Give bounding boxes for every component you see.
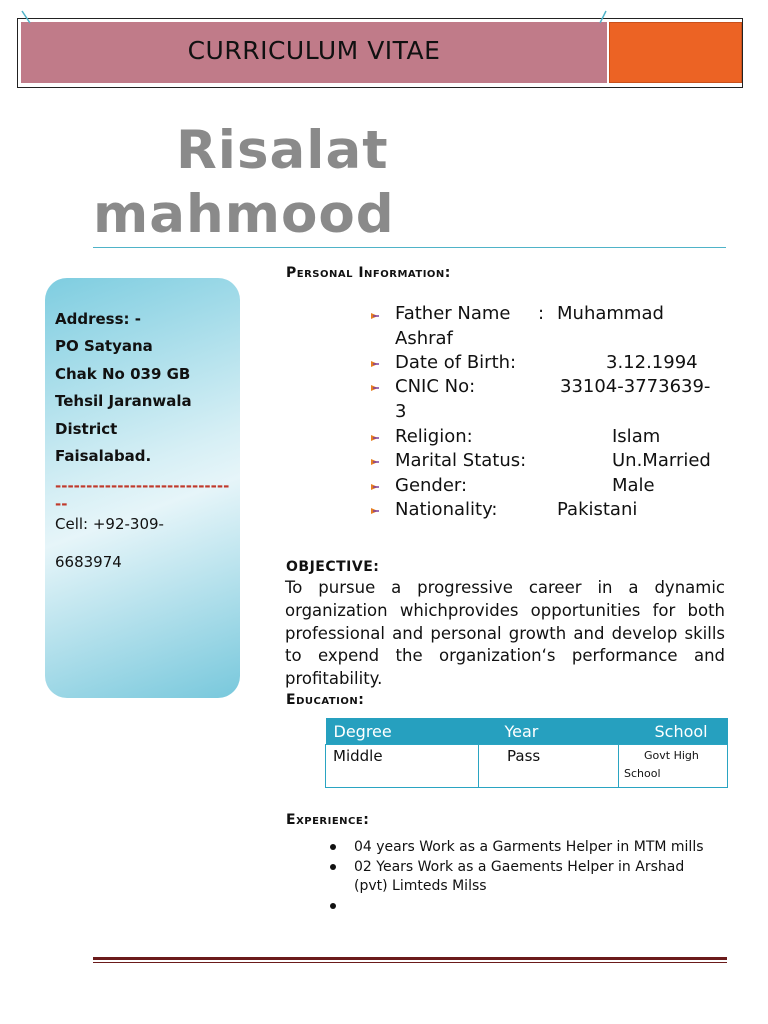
marital-status-label: Marital Status: <box>395 450 527 471</box>
bullet-arrow-icon <box>370 482 380 492</box>
column-header-school: School <box>619 718 728 745</box>
experience-item-text: 02 Years Work as a Gaements Helper in Arshad (pvt) Limteds Milss <box>354 859 685 894</box>
experience-heading: Experience: <box>286 812 370 828</box>
cell-number-line2: 6683974 <box>55 553 122 571</box>
address-line: Tehsil Jaranwala <box>55 392 192 410</box>
cell-school <box>619 745 728 788</box>
address-line: District <box>55 420 118 438</box>
bullet-arrow-icon <box>370 457 380 467</box>
cnic-value: 33104-3773639- <box>560 376 711 397</box>
nationality-label: Nationality: <box>395 499 498 520</box>
gender-value: Male <box>612 475 655 496</box>
bullet-dot-icon <box>330 903 336 909</box>
list-item <box>330 838 720 857</box>
address-line: Chak No 039 GB <box>55 365 191 383</box>
bullet-arrow-icon <box>370 311 380 321</box>
corner-mark-right-icon <box>598 10 608 24</box>
cell-degree: Middle <box>326 745 479 788</box>
footer-rule <box>93 957 727 960</box>
address-line: Address: - <box>55 310 141 328</box>
bullet-dot-icon <box>330 864 336 870</box>
nationality-value: Pakistani <box>557 499 638 520</box>
religion-label: Religion: <box>395 426 473 447</box>
corner-mark-left-icon <box>20 10 32 24</box>
footer-rule-thin <box>93 962 727 963</box>
education-heading: Education: <box>286 692 365 708</box>
bullet-arrow-icon <box>370 383 380 393</box>
sidebar-divider: ------------------------------ <box>55 477 230 513</box>
address-line: PO Satyana <box>55 337 153 355</box>
cell-number-line1: Cell: +92-309- <box>55 515 164 533</box>
bullet-arrow-icon <box>370 433 380 443</box>
dob-label: Date of Birth: <box>395 352 517 373</box>
name-first: Risalat <box>176 120 389 181</box>
experience-item-text: 04 years Work as a Garments Helper in MTM mills <box>354 839 704 855</box>
cell-school-line1: Govt High <box>644 749 699 762</box>
name-last: mahmood <box>93 184 395 245</box>
education-table <box>325 718 728 788</box>
personal-info-heading: Personal Information: <box>286 265 451 281</box>
column-header-degree: Degree <box>326 718 479 745</box>
gender-label: Gender: <box>395 475 468 496</box>
column-header-year: Year <box>479 718 619 745</box>
marital-status-value: Un.Married <box>612 450 711 471</box>
father-name-label: Father Name <box>395 303 511 324</box>
cnic-value-cont: 3 <box>395 401 407 422</box>
cnic-label: CNIC No: <box>395 376 476 397</box>
name-divider <box>93 247 726 248</box>
experience-list <box>330 838 720 916</box>
objective-heading: OBJECTIVE: <box>286 559 380 575</box>
father-name-value-cont: Ashraf <box>395 328 453 349</box>
dob-value: 3.12.1994 <box>606 352 698 373</box>
list-item <box>330 858 720 896</box>
header-accent-block <box>609 22 742 83</box>
objective-body: To pursue a progressive career in a dynamic organization whichprovides opportunities for both professional and personal growth and develop skills to expend the organization‘s performance and profitability. <box>285 578 725 689</box>
table-row <box>326 745 728 788</box>
list-item <box>330 897 720 916</box>
religion-value: Islam <box>612 426 661 447</box>
bullet-arrow-icon <box>370 506 380 516</box>
cell-year: Pass <box>479 745 619 788</box>
document-title: CURRICULUM VITAE <box>187 36 441 65</box>
bullet-arrow-icon <box>370 359 380 369</box>
father-name-separator: : <box>538 303 545 324</box>
father-name-value: Muhammad <box>557 303 664 324</box>
bullet-dot-icon <box>330 844 336 850</box>
cell-school-line2: School <box>624 767 661 780</box>
address-line: Faisalabad. <box>55 447 152 465</box>
education-table-header <box>326 718 728 745</box>
